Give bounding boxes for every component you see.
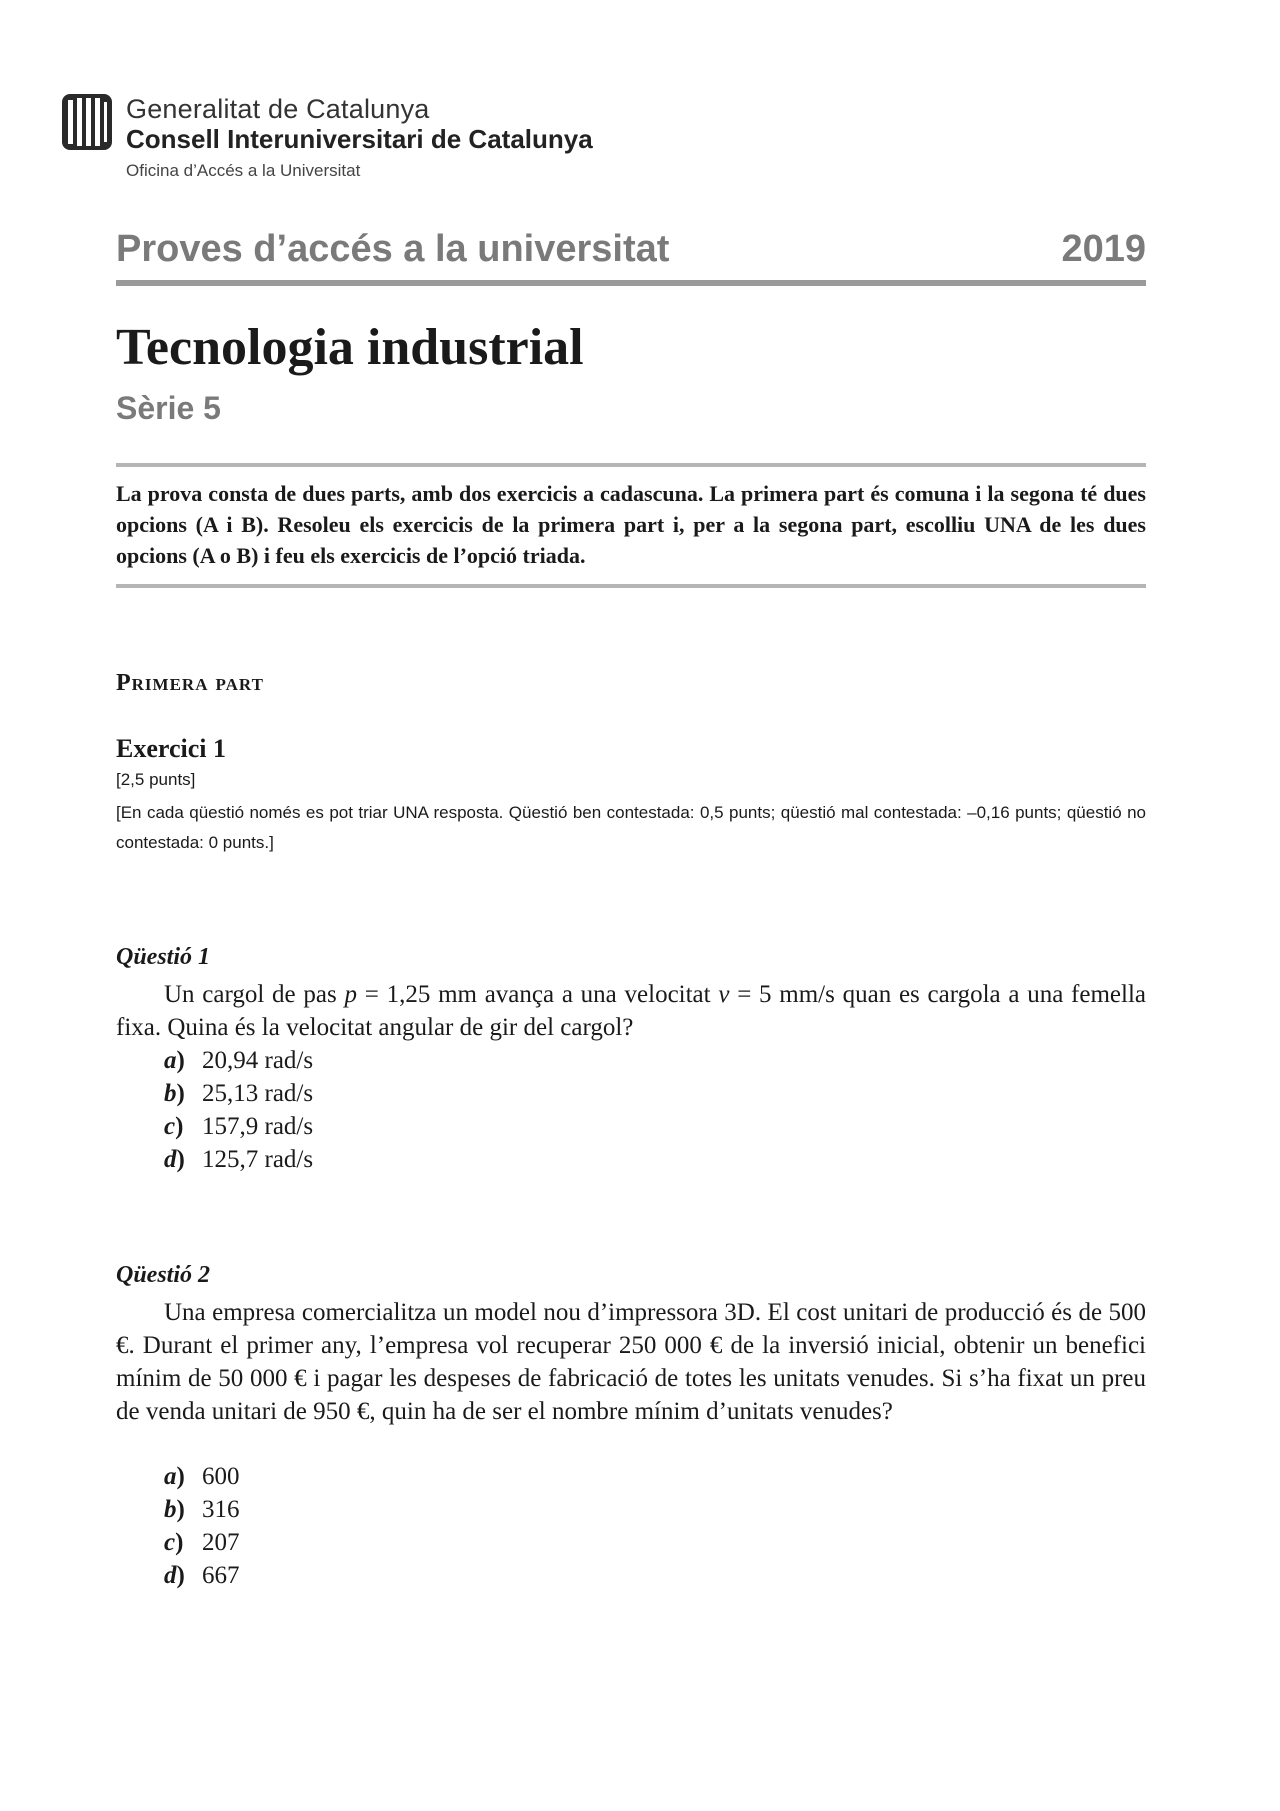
intro-top-divider xyxy=(116,463,1146,467)
option-item[interactable]: b) 316 xyxy=(164,1496,240,1523)
question-2-options xyxy=(164,1460,240,1592)
option-item[interactable]: a) 20,94 rad/s xyxy=(164,1047,314,1074)
exam-series-title: Proves d’accés a la universitat xyxy=(116,228,670,270)
question-2-text: Una empresa comercialitza un model nou d’impressora 3D. El cost unitari de producció és de 500 €. Durant el primer any, l’empresa vol recuperar 250 000 € de la inversió inicial, obtenir un benefici mínim de 50 000 € i pagar les despeses de fabricació de totes les unitats venudes. Si s’ha fixat un preu de venda unitari de 950 €, quin ha de ser el nombre mínim d’unitats venudes? xyxy=(116,1299,1146,1425)
subject-title: Tecnologia industrial xyxy=(116,319,584,376)
option-item[interactable]: d) 667 xyxy=(164,1562,240,1589)
option-item[interactable]: b) 25,13 rad/s xyxy=(164,1080,314,1107)
intro-bottom-divider xyxy=(116,584,1146,588)
option-item[interactable]: c) 157,9 rad/s xyxy=(164,1113,314,1140)
serie-label: Sèrie 5 xyxy=(116,390,221,426)
header-divider xyxy=(116,280,1146,286)
question-1-title: Qüestió 1 xyxy=(116,944,211,970)
question-2-title: Qüestió 2 xyxy=(116,1262,211,1288)
question-1-text: Un cargol de pas p = 1,25 mm avança a una velocitat v = 5 mm/s quan es cargola a una femella fixa. Quina és la velocitat angular de gir del cargol? xyxy=(116,981,1147,1041)
part-title: Primera part xyxy=(116,670,264,696)
generalitat-logo-icon xyxy=(62,94,112,150)
org-name-oficina: Oficina d’Accés a la Universitat xyxy=(126,161,361,180)
exercise-title: Exercici 1 xyxy=(116,734,226,763)
exam-year: 2019 xyxy=(1061,228,1146,270)
intro-instructions: La prova consta de dues parts, amb dos exercicis a cadascuna. La primera part és comuna i la segona té dues opcions (A i B). Resoleu els exercicis de la primera part i, per a la segona part, escolliu UNA de les dues opcions (A o B) i feu els exercicis de l’opció triada. xyxy=(116,481,1146,568)
org-name-consell: Consell Interuniversitari de Catalunya xyxy=(126,124,593,154)
exercise-points: [2,5 punts] xyxy=(116,770,196,789)
option-item[interactable]: d) 125,7 rad/s xyxy=(164,1146,314,1173)
org-name-generalitat: Generalitat de Catalunya xyxy=(126,94,430,124)
option-item[interactable]: a) 600 xyxy=(164,1463,240,1490)
exercise-instructions: [En cada qüestió només es pot triar UNA resposta. Qüestió ben contestada: 0,5 punts; qüestió mal contestada: –0,16 punts; qüestió no contestada: 0 punts.] xyxy=(116,803,1146,852)
question-1-options xyxy=(164,1044,313,1176)
option-item[interactable]: c) 207 xyxy=(164,1529,240,1556)
